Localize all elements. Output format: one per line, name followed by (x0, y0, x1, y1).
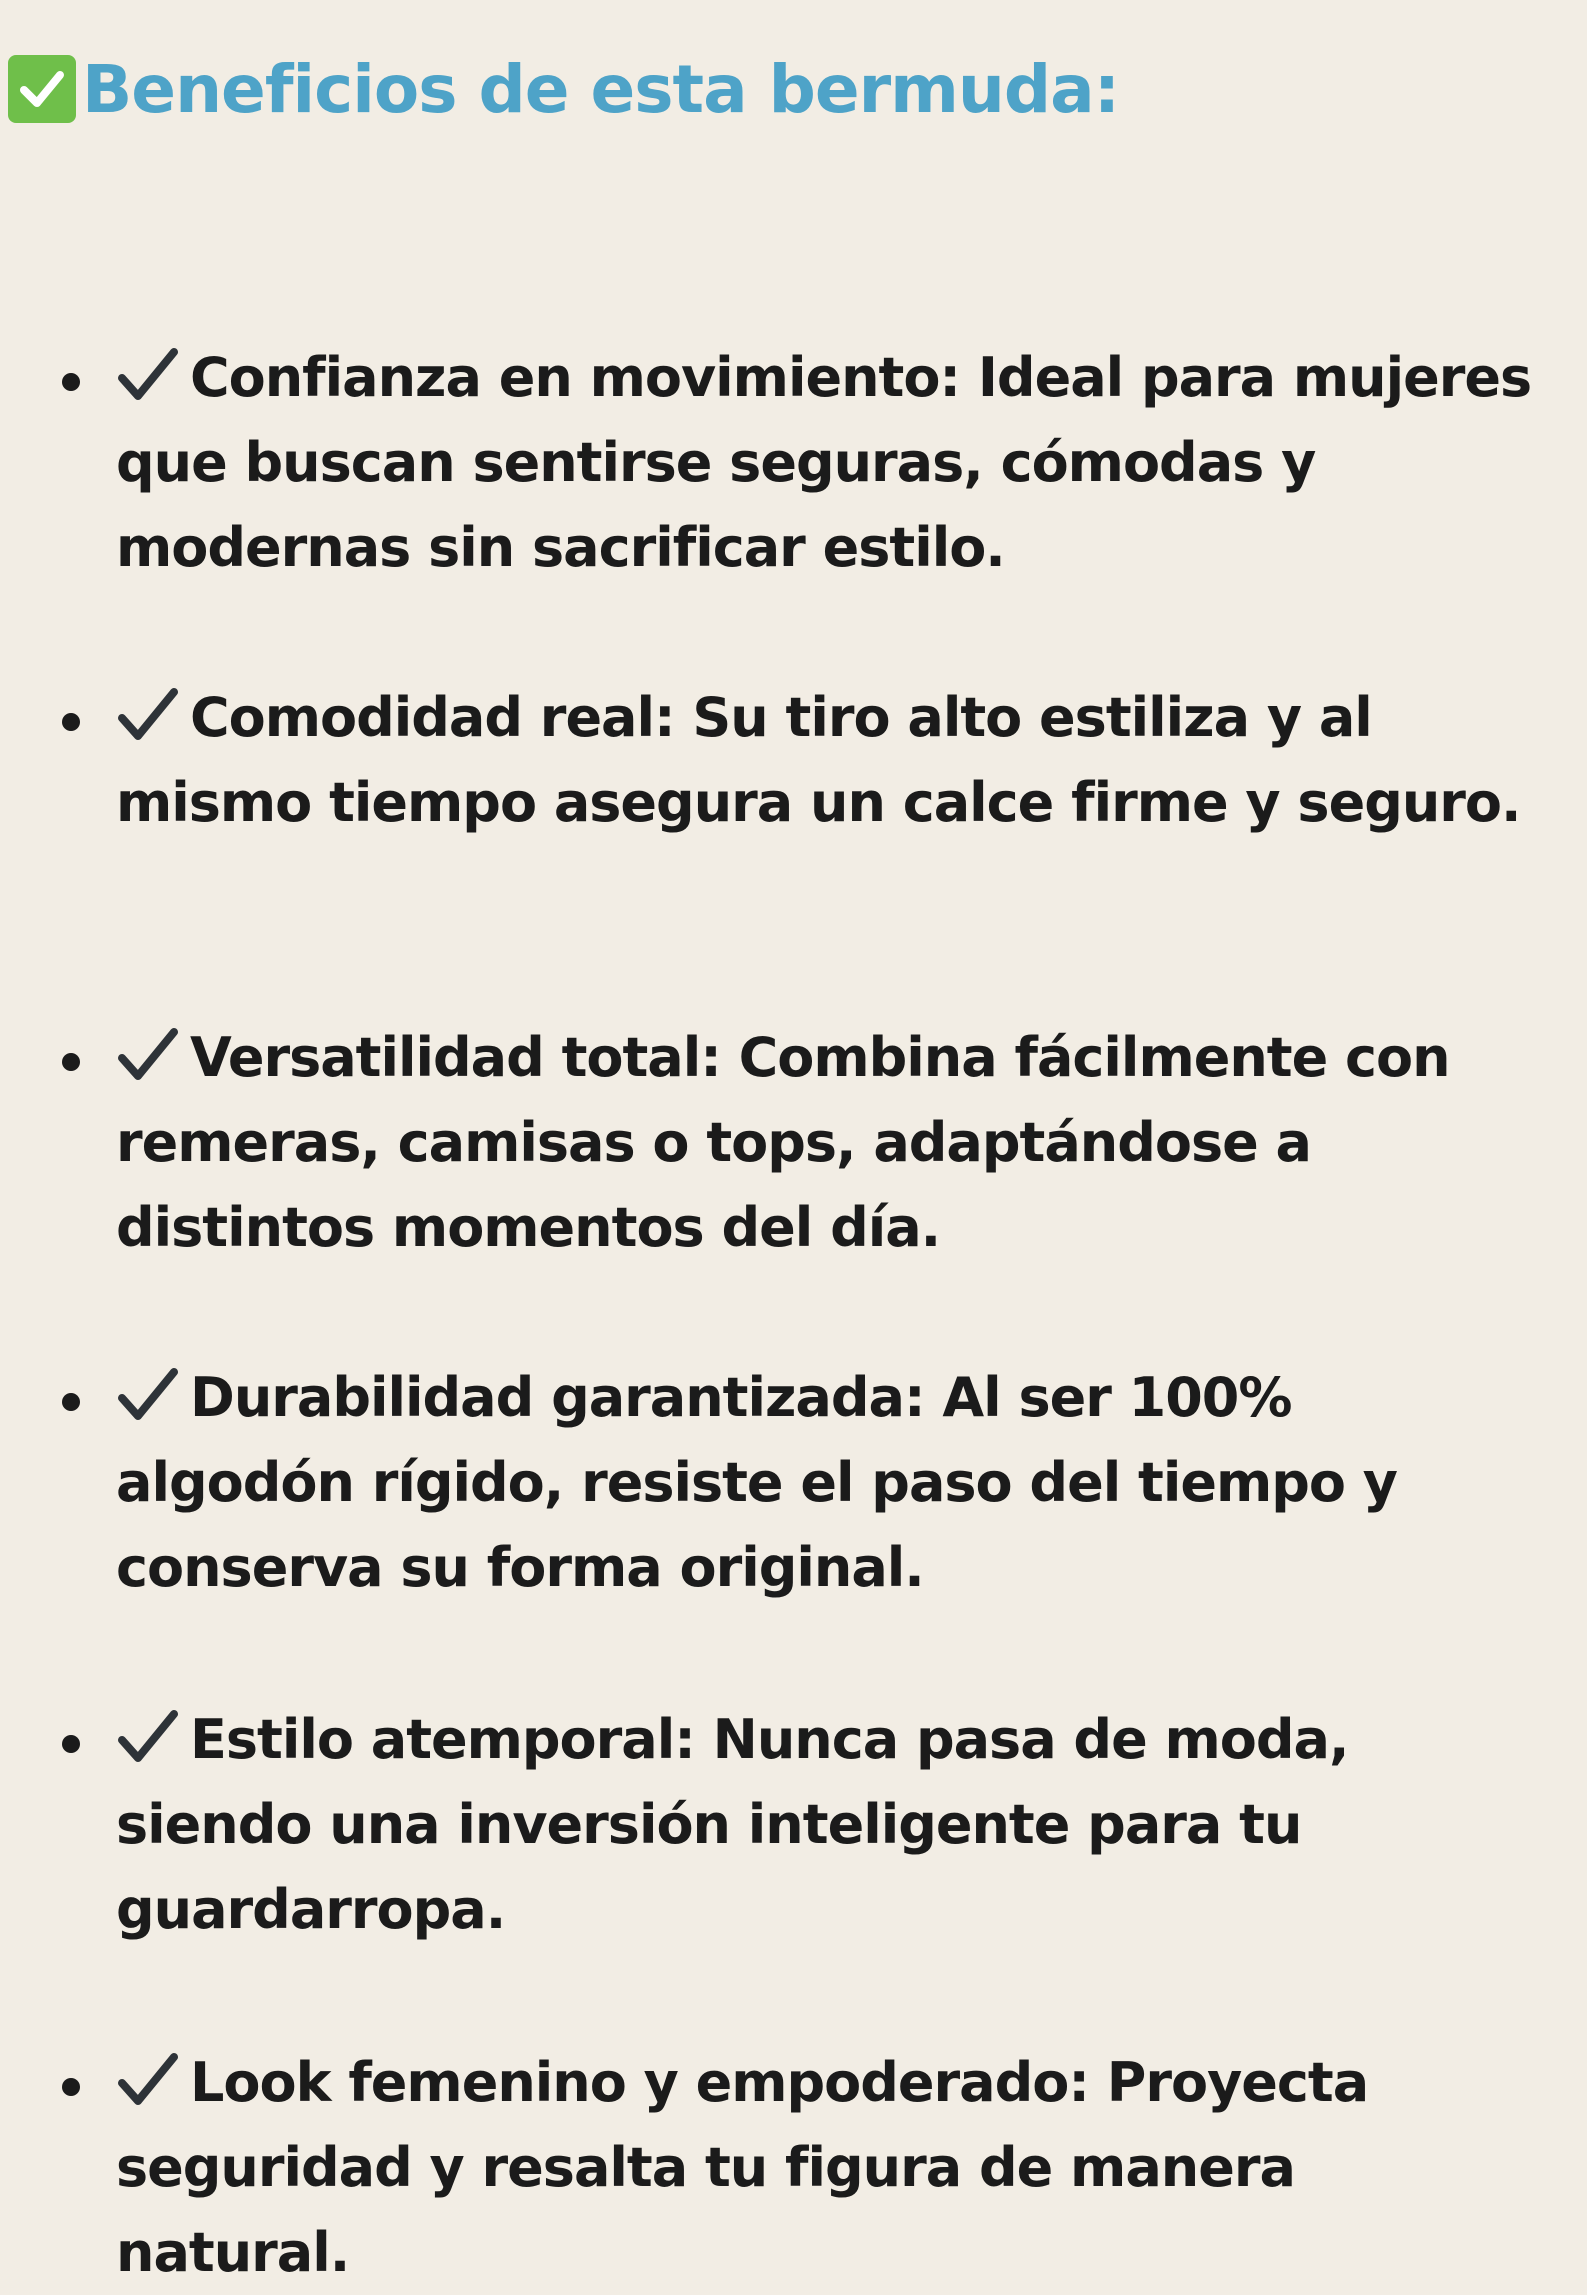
bullet (62, 713, 80, 731)
benefit-label: Confianza en movimiento: Ideal para mujeres que buscan sentirse seguras, cómodas y modernas sin sacrificar estilo. (116, 346, 1532, 579)
benefit-text (116, 335, 1542, 590)
benefit-text (116, 2040, 1542, 2295)
benefit-text (116, 1697, 1542, 1952)
benefit-label: Estilo atemporal: Nunca pasa de moda, siendo una inversión inteligente para tu guardarropa. (116, 1708, 1349, 1941)
list-item (62, 1355, 1542, 1610)
list-item (62, 2040, 1542, 2295)
benefit-label: Durabilidad garantizada: Al ser 100% algodón rígido, resiste el paso del tiempo y conserva su forma original. (116, 1366, 1397, 1599)
benefit-label: Comodidad real: Su tiro alto estiliza y al mismo tiempo asegura un calce firme y seguro. (116, 686, 1521, 834)
check-mark-icon (116, 1366, 178, 1422)
benefit-text (116, 1015, 1542, 1270)
check-mark-icon (116, 346, 178, 402)
bullet (62, 2078, 80, 2096)
check-mark-icon (116, 1026, 178, 1082)
list-item (62, 1015, 1542, 1270)
list-item (62, 675, 1542, 845)
bullet (62, 1735, 80, 1753)
bullet (62, 373, 80, 391)
bullet (62, 1053, 80, 1071)
bullet (62, 1393, 80, 1411)
benefit-text (116, 675, 1542, 845)
benefit-label: Versatilidad total: Combina fácilmente con remeras, camisas o tops, adaptándose a distintos momentos del día. (116, 1026, 1450, 1259)
benefit-text (116, 1355, 1542, 1610)
page-title: Beneficios de esta bermuda: (82, 50, 1120, 128)
check-mark-icon (116, 686, 178, 742)
benefit-label: Look femenino y empoderado: Proyecta seguridad y resalta tu figura de manera natural. (116, 2051, 1369, 2284)
list-item (62, 1697, 1542, 1952)
list-item (62, 335, 1542, 590)
check-mark-icon (116, 1708, 178, 1764)
page-header (8, 52, 1119, 126)
check-mark-icon (116, 2051, 178, 2107)
check-mark-button-icon (8, 55, 76, 123)
